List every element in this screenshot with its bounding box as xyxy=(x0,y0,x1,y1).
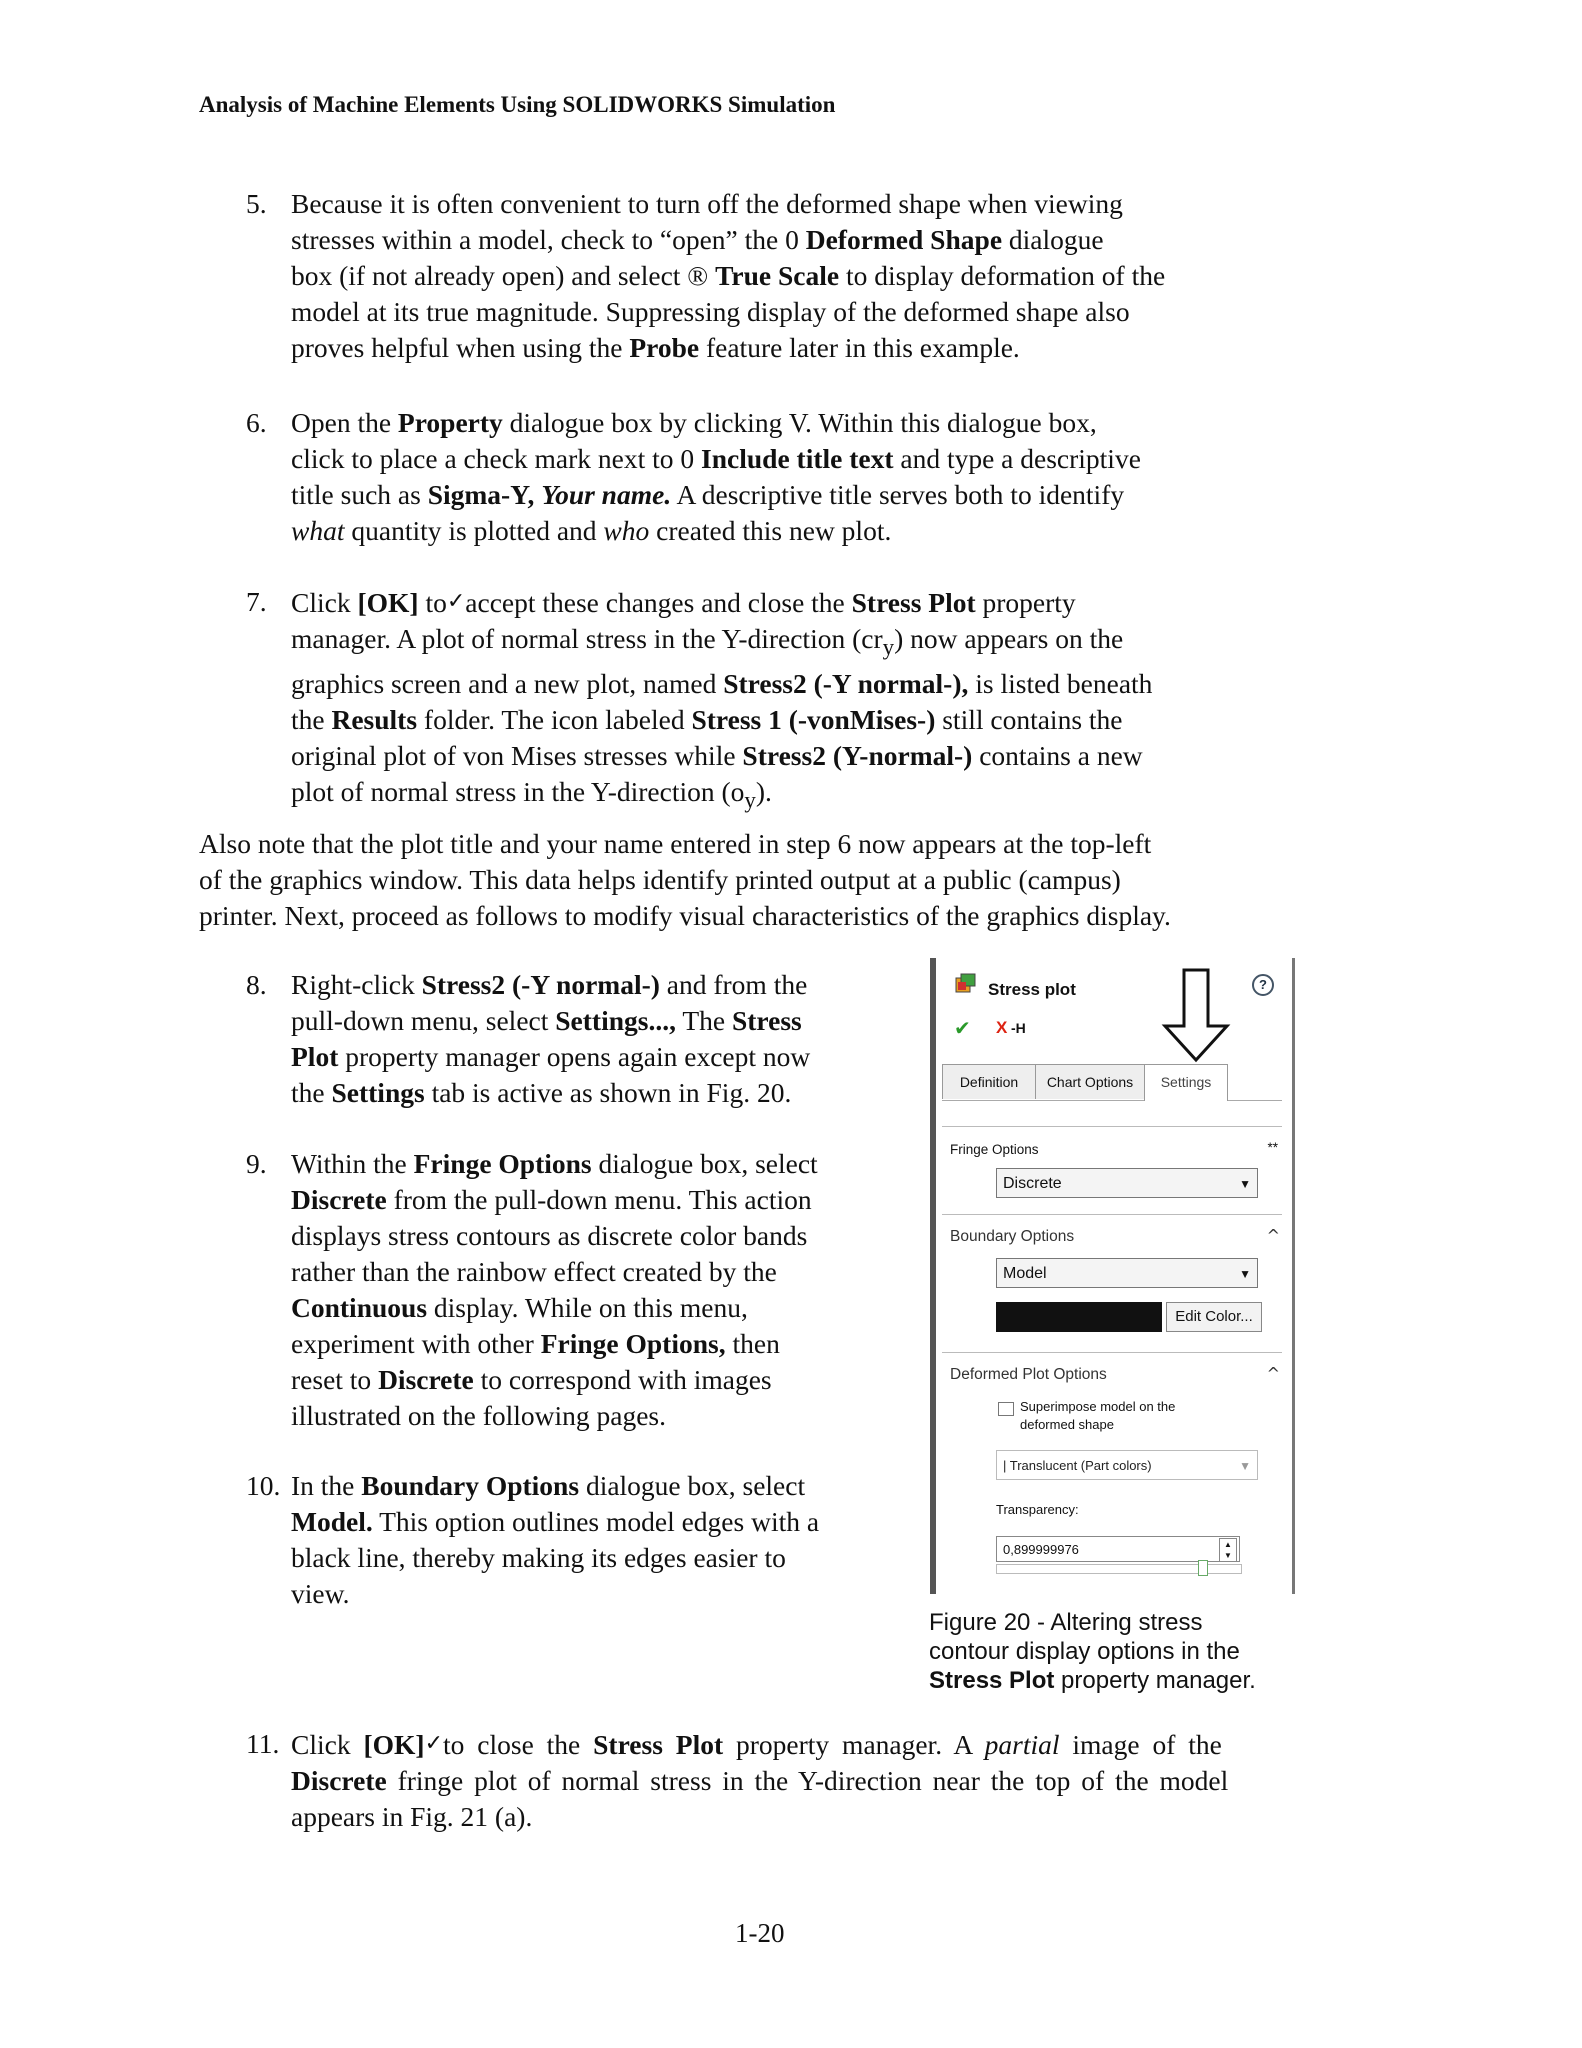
panel-tabs xyxy=(942,1064,1282,1101)
boundary-color-swatch xyxy=(996,1302,1162,1332)
step-line: proves helpful when using the Probe feature later in this example. xyxy=(291,332,1020,363)
collapse-caret-icon[interactable]: ^ xyxy=(1266,1364,1280,1383)
step-5 xyxy=(246,186,1206,366)
step-line: Discrete from the pull-down menu. This action xyxy=(291,1184,812,1215)
caption-line: contour display options in the xyxy=(929,1638,1240,1665)
step-number: 6. xyxy=(246,407,267,438)
panel-title: Stress plot xyxy=(988,980,1076,999)
ok-icon[interactable]: ✔ xyxy=(954,1018,971,1040)
boundary-options-value: Model xyxy=(1003,1265,1047,1282)
step-line: pull-down menu, select Settings..., The Stress xyxy=(291,1005,802,1036)
collapse-caret-icon[interactable]: ^ xyxy=(1266,1226,1280,1245)
step-11 xyxy=(246,1726,1292,1835)
divider xyxy=(942,1214,1282,1215)
pin-label[interactable]: -H xyxy=(1011,1020,1026,1036)
step-line: Model. This option outlines model edges with a xyxy=(291,1506,820,1537)
step-line: what quantity is plotted and who created this new plot. xyxy=(291,515,892,546)
step-line: click to place a check mark next to 0 Include title text and type a descriptive xyxy=(291,443,1141,474)
fringe-options-label: Fringe Options xyxy=(950,1142,1039,1157)
divider xyxy=(942,1352,1282,1353)
fringe-options-select[interactable] xyxy=(996,1168,1258,1198)
step-line: stresses within a model, check to “open” the 0 Deformed Shape dialogue xyxy=(291,224,1104,255)
chevron-down-icon: ▼ xyxy=(1239,1459,1251,1473)
caption-line: Figure 20 - Altering stress xyxy=(929,1609,1203,1636)
step-number: 10. xyxy=(246,1470,281,1501)
note-line: of the graphics window. This data helps identify printed output at a public (campus) xyxy=(199,864,1121,895)
slider-thumb[interactable] xyxy=(1198,1560,1208,1576)
tab-chart-options[interactable]: Chart Options xyxy=(1035,1064,1145,1099)
step-line: plot of normal stress in the Y-direction $(o_y)$. xyxy=(291,775,772,812)
figure-caption xyxy=(929,1608,1329,1695)
superimpose-checkbox[interactable] xyxy=(998,1402,1014,1416)
chevron-down-icon: ▼ xyxy=(1239,1267,1251,1281)
help-icon[interactable]: ? xyxy=(1252,974,1274,996)
note-paragraph xyxy=(199,826,1249,934)
stress-plot-icon xyxy=(954,972,978,994)
running-header: Analysis of Machine Elements Using SOLIDWORKS Simulation xyxy=(199,92,836,117)
step-line: title such as Sigma-Y, Your name. A descriptive title serves both to identify xyxy=(291,479,1125,510)
step-line: In the Boundary Options dialogue box, select xyxy=(291,1470,806,1501)
cancel-icon[interactable]: X xyxy=(996,1018,1008,1037)
step-line: Right-click Stress2 (-Y normal-) and from the xyxy=(291,969,808,1000)
step-line: manager. A plot of normal stress in the Y-direction $(cr_y)$ now appears on the xyxy=(291,623,1124,660)
divider xyxy=(942,1126,1282,1127)
down-arrow-icon xyxy=(1161,968,1231,1064)
translucent-value: | Translucent (Part colors) xyxy=(1003,1458,1152,1473)
step-line: rather than the rainbow effect created by the xyxy=(291,1256,777,1287)
step-line: the Results folder. The icon labeled Stress 1 (-vonMises-) still contains the xyxy=(291,703,1123,735)
step-line: Click [OK]✓to close the Stress Plot property manager. A partial image of the xyxy=(291,1729,1222,1760)
step-line: Click [OK] to✓accept these changes and close the Stress Plot property xyxy=(291,587,1076,618)
superimpose-label: Superimpose model on the deformed shape xyxy=(1020,1399,1176,1432)
step-8 xyxy=(246,967,886,1111)
boundary-options-label: Boundary Options xyxy=(950,1228,1075,1245)
step-line: reset to Discrete to correspond with images xyxy=(291,1364,772,1395)
step-10 xyxy=(246,1468,886,1612)
step-line: Continuous display. While on this menu, xyxy=(291,1292,748,1323)
transparency-label: Transparency: xyxy=(996,1502,1079,1517)
step-7 xyxy=(246,584,1206,818)
note-line: printer. Next, proceed as follows to modify visual characteristics of the graphics display. xyxy=(199,900,1171,931)
step-line: black line, thereby making its edges easier to xyxy=(291,1542,786,1573)
tab-definition[interactable]: Definition xyxy=(942,1064,1036,1099)
deformed-plot-options-label: Deformed Plot Options xyxy=(950,1366,1107,1383)
step-number: 8. xyxy=(246,969,267,1000)
check-glyph: ✓ xyxy=(424,1731,444,1756)
step-9 xyxy=(246,1146,886,1434)
spin-buttons[interactable]: ▲ ▼ xyxy=(1219,1538,1237,1562)
tab-settings[interactable]: Settings xyxy=(1144,1064,1228,1101)
step-line: Because it is often convenient to turn off the deformed shape when viewing xyxy=(291,188,1123,219)
step-number: 9. xyxy=(246,1148,267,1179)
step-line: Within the Fringe Options dialogue box, select xyxy=(291,1148,818,1179)
step-line: Plot property manager opens again except now xyxy=(291,1041,811,1072)
step-line: box (if not already open) and select ® True Scale to display deformation of the xyxy=(291,260,1166,291)
caption-line: Stress Plot property manager. xyxy=(929,1667,1256,1694)
boundary-options-select[interactable] xyxy=(996,1258,1258,1288)
step-number: 11. xyxy=(246,1728,280,1759)
step-line: view. xyxy=(291,1578,350,1609)
translucent-select[interactable] xyxy=(996,1450,1258,1480)
step-line: displays stress contours as discrete color bands xyxy=(291,1220,808,1251)
stress-plot-panel xyxy=(930,958,1295,1594)
page-number: 1-20 xyxy=(735,1918,785,1948)
step-line: original plot of von Mises stresses while Stress2 (Y-normal-) contains a new xyxy=(291,739,1143,771)
step-line: appears in Fig. 21 (a). xyxy=(291,1801,533,1832)
fringe-options-value: Discrete xyxy=(1003,1175,1062,1192)
step-line: model at its true magnitude. Suppressing display of the deformed shape also xyxy=(291,296,1130,327)
step-line: graphics screen and a new plot, named Stress2 (-Y normal-), is listed beneath xyxy=(291,667,1153,699)
transparency-input[interactable]: 0,899999976 xyxy=(996,1536,1240,1562)
step-6 xyxy=(246,405,1206,549)
fringe-marker: ** xyxy=(1267,1140,1278,1155)
step-number: 5. xyxy=(246,188,267,219)
check-glyph: ✓ xyxy=(446,589,466,614)
step-line: Discrete fringe plot of normal stress in the Y-direction near the top of the model xyxy=(291,1765,1229,1796)
step-number: 7. xyxy=(246,586,267,617)
edit-color-button[interactable]: Edit Color... xyxy=(1166,1302,1262,1332)
step-line: Open the Property dialogue box by clicking V. Within this dialogue box, xyxy=(291,407,1097,438)
step-line: illustrated on the following pages. xyxy=(291,1400,666,1431)
step-line: experiment with other Fringe Options, then xyxy=(291,1328,780,1359)
note-line: Also note that the plot title and your name entered in step 6 now appears at the top-left xyxy=(199,828,1152,859)
chevron-down-icon: ▼ xyxy=(1239,1177,1251,1191)
step-line: the Settings tab is active as shown in Fig. 20. xyxy=(291,1077,792,1108)
